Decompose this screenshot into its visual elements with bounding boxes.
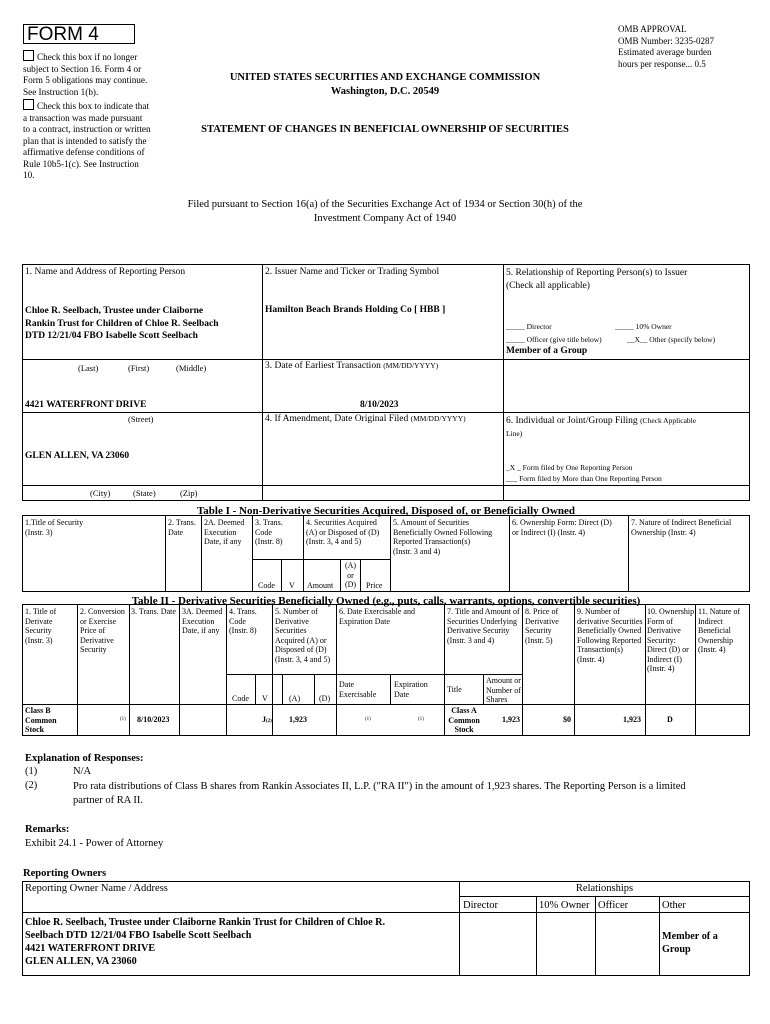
t2-h-form: 10. Ownership Form of Derivative Security: Direct (D) or Indirect (I) (Instr. 4) (647, 607, 695, 673)
t2-h-number: 5. Number of Derivative Securities Acquired (A) or Disposed of (D) (Instr. 3, 4 and 5) (275, 607, 331, 664)
t2-row-expiration-note: (1) (418, 717, 424, 722)
t2-h-code: 4. Trans. Code (Instr. 8) (229, 607, 257, 635)
t2-row-conversion-note: (1) (120, 717, 126, 722)
omb-approval: OMB APPROVAL OMB Number: 3235-0287 Estimated average burden hours per response... 0.5 (618, 24, 714, 69)
rel-officer: _____ Officer (give title below) (506, 335, 602, 344)
owners-title: Reporting Owners (23, 868, 107, 879)
owners-col-relationships: Relationships (575, 883, 634, 894)
label-street: (Street) (128, 414, 154, 424)
owners-col-name: Reporting Owner Name / Address (25, 883, 168, 894)
t2-h-price: 8. Price of Derivative Security (Instr. 5) (525, 607, 559, 645)
t2-h-underlying: 7. Title and Amount of Securities Underlying Derivative Security (Instr. 3 and 4) (447, 607, 520, 645)
t1-sub-price: Price (366, 581, 383, 590)
t2-h-title: 1. Title of Derivate Security (Instr. 3) (25, 607, 57, 645)
t1-sub-v: V (289, 581, 295, 590)
t2-row-title: Class A Common Stock (448, 706, 480, 734)
t2-sub-expiration: Expiration Date (394, 680, 428, 699)
t2-row-amount: 1,923 (502, 715, 520, 724)
rel-other: __X__ Other (specify below) (627, 335, 716, 344)
owners-col-director: Director (463, 900, 498, 911)
t2-h-conversion: 2. Conversion or Exercise Price of Derivative Security (80, 607, 125, 654)
t1-h-ownership: 6. Ownership Form: Direct (D) or Indirect (I) (Instr. 4) (512, 518, 612, 537)
reporting-person-name: Chloe R. Seelbach, Trustee under Claiborne Rankin Trust for Children of Chloe R. Seelbach DTD 12/21/04 FBO Isabelle Scott Seelbach (25, 306, 219, 341)
t2-h-deemed: 3A. Deemed Execution Date, if any (182, 607, 223, 635)
label-earliest-date: 3. Date of Earliest Transaction (MM/DD/YYYY) (265, 361, 439, 371)
label-zip: (Zip) (180, 488, 198, 498)
t2-sub-a: (A) (289, 694, 301, 703)
remarks-title: Remarks: (25, 824, 70, 835)
city-value: GLEN ALLEN, VA 23060 (25, 451, 130, 461)
label-middle: (Middle) (176, 363, 207, 373)
t1-sub-code: Code (258, 581, 275, 590)
label-last: (Last) (78, 363, 99, 373)
checkbox-rule-10b5[interactable]: Check this box to indicate that a transaction was made pursuant to a contract, instruction or written plan that is intended to satisfy the affirmative defense conditions of Rule 10b5-1(c). See Instruction 10. (23, 101, 151, 180)
explanation-n2: (2) (25, 780, 38, 791)
label-relationship: 5. Relationship of Reporting Person(s) to Issuer (Check all applicable) (506, 268, 688, 291)
t2-row-price: $0 (563, 715, 571, 724)
label-reporting-name: 1. Name and Address of Reporting Person (25, 267, 186, 277)
t2-row-number: 1,923 (289, 715, 307, 724)
statement-title: STATEMENT OF CHANGES IN BENEFICIAL OWNERSHIP OF SECURITIES (201, 124, 569, 135)
label-amendment: 4. If Amendment, Date Original Filed (MM/DD/YYYY) (265, 414, 466, 424)
agency-heading: UNITED STATES SECURITIES AND EXCHANGE COMMISSION Washington, D.C. 20549 (229, 72, 541, 97)
owner-name-address: Chloe R. Seelbach, Trustee under Claiborne Rankin Trust for Children of Chloe R. Seelbach DTD 12/21/04 FBO Isabelle Scott Seelbach 4421 WATERFRONT DRIVE GLEN ALLEN, VA 23060 (25, 917, 386, 967)
owners-col-officer: Officer (598, 900, 629, 911)
t2-sub-amount: Amount or Number of Shares (486, 676, 521, 704)
explanation-n1: (1) (25, 766, 38, 777)
owners-col-owner: 10% Owner (539, 900, 590, 911)
checkbox-icon[interactable] (23, 50, 34, 61)
rel-member-value: Member of a Group (506, 346, 588, 356)
t1-h-nature: 7. Nature of Indirect Beneficial Ownership (Instr. 4) (631, 518, 732, 537)
label-filing: 6. Individual or Joint/Group Filing (Check Applicable Line) (506, 416, 697, 438)
t2-row-form: D (667, 715, 673, 724)
t2-sub-code: Code (232, 694, 249, 703)
t1-sub-aod: (A) or (D) (344, 561, 357, 589)
owner-other-value: Member of a Group (662, 931, 718, 955)
t2-row-exercisable-note: (1) (365, 717, 371, 722)
t1-sub-amount: Amount (307, 581, 334, 590)
t2-h-date: 3. Trans. Date (131, 607, 176, 616)
t1-h-amount: 5. Amount of Securities Beneficially Owned Following Reported Transaction(s) (Instr. 3 and 4) (393, 518, 493, 556)
form-title: FORM 4 (23, 24, 135, 44)
remarks-text: Exhibit 24.1 - Power of Attorney (25, 838, 164, 849)
explanation-t2: Pro rata distributions of Class B shares from Rankin Associates II, L.P. ("RA II") in the amount of 1,923 shares. The Reporting Person is a limited partner of RA II. (73, 781, 686, 806)
t2-sub-exercisable: Date Exercisable (339, 680, 377, 699)
filing-more-persons: ___ Form filed by More than One Reporting Person (506, 474, 662, 483)
filed-pursuant: Filed pursuant to Section 16(a) of the Securities Exchange Act of 1934 or Section 30(h) of the Investment Company Act of 1940 (187, 199, 583, 224)
filing-one-person: _X _ Form filed by One Reporting Person (506, 463, 633, 472)
checkbox-icon[interactable] (23, 99, 34, 110)
owners-col-other: Other (662, 900, 686, 911)
rel-ten-percent-owner: _____ 10% Owner (615, 322, 672, 331)
rel-director: _____ Director (506, 322, 552, 331)
t1-h-deemed: 2A. Deemed Execution Date, if any (204, 518, 245, 546)
label-state: (State) (133, 488, 156, 498)
table2-title: Table II - Derivative Securities Beneficially Owned (e.g., puts, calls, warrants, options, convertible securities) (131, 595, 641, 607)
t2-sub-v: V (262, 694, 268, 703)
t2-h-exercisable: 6. Date Exercisable and Expiration Date (339, 607, 415, 626)
explanation-title: Explanation of Responses: (25, 753, 144, 764)
reporting-section (22, 264, 750, 501)
earliest-date-value: 8/10/2023 (360, 400, 399, 410)
explanation-t1: N/A (73, 766, 92, 777)
issuer-value: Hamilton Beach Brands Holding Co [ HBB ] (265, 305, 446, 315)
label-city: (City) (90, 488, 111, 498)
street-value: 4421 WATERFRONT DRIVE (25, 400, 147, 410)
label-first: (First) (128, 363, 150, 373)
checkbox-no-longer-subject[interactable]: Check this box if no longer subject to Section 16. Form 4 or Form 5 obligations may continue. See Instruction 1(b). (23, 52, 148, 97)
t1-h-title: 1.Title of Security (Instr. 3) (25, 518, 84, 537)
t2-sub-title: Title (447, 685, 462, 694)
t1-h-date: 2. Trans. Date (168, 518, 196, 537)
t1-h-acquired: 4. Securities Acquired (A) or Disposed of (D) (Instr. 3, 4 and 5) (306, 518, 380, 546)
t1-h-code: 3. Trans. Code (Instr. 8) (255, 518, 283, 546)
t2-row-owned: 1,923 (623, 715, 641, 724)
label-issuer: 2. Issuer Name and Ticker or Trading Symbol (265, 267, 440, 277)
t2-h-owned: 9. Number of derivative Securities Beneficially Owned Following Reported Transaction(s) (Instr. 4) (577, 607, 643, 664)
t2-row-date: 8/10/2023 (137, 715, 170, 724)
t2-row-code: J(2) (262, 715, 272, 724)
table1-title: Table I - Non-Derivative Securities Acquired, Disposed of, or Beneficially Owned (196, 505, 576, 517)
t2-row-security: Class B Common Stock (25, 706, 57, 734)
t2-h-nature: 11. Nature of Indirect Beneficial Ownership (Instr. 4) (698, 607, 741, 654)
t2-sub-d: (D) (319, 694, 331, 703)
